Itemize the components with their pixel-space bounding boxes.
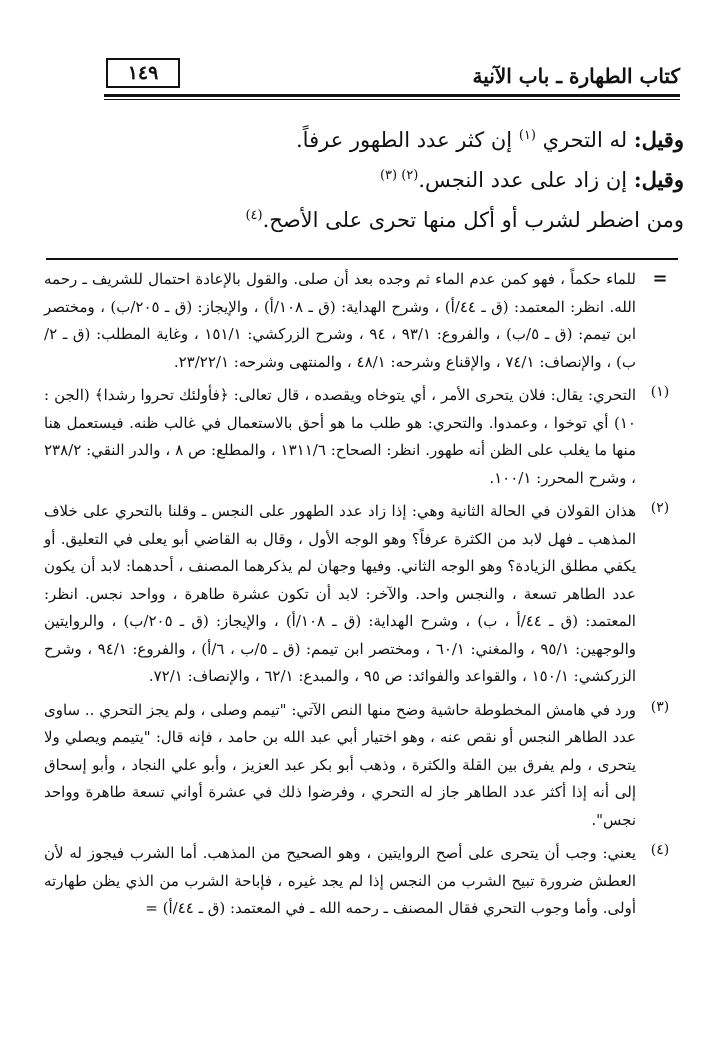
footnote-continuation [44, 266, 684, 376]
running-title: كتاب الطهارة ـ باب الآنية [472, 64, 680, 88]
footnote-text: يعني: وجب أن يتحرى على أصح الروايتين ، وهو الصحيح من المذهب. أما الشرب فيجوز له لأن العطش ضرورة تبيح الشرب من النجس إذا لم يجد غيره ، فإباحة الشرب من الذي يظن طهارته أولى. وأما وجوب التحري فقال المصنف ـ رحمه الله ـ في المعتمد: (ق ـ ٤٤/أ) = [44, 844, 636, 917]
footnotes [44, 266, 684, 929]
footnote-text: ورد في هامش المخطوطة حاشية وضح منها النص الآتي: "تيمم وصلى ، ولم يجز التحري .. ساوى عدد الطاهر النجس أو نقص عنه ، وهو اختيار أبي عبد الله بن حامد ، فإنه قال: "يتيمم ويصلي ولا يتحرى ، ولم يفرق بين القلة والكثرة ، وذهب أبو بكر عبد العزيز ، وأبو علي النجاد ، وأبو إسحاق إلى أنه إذا أكثر عدد الطاهر جاز له التحري ، وفرضوا ذلك في عشرة أواني تسعة طاهرة وواحد نجس". [44, 700, 636, 829]
main-line-1 [64, 116, 684, 156]
footnote-text: هذان القولان في الحالة الثانية وهي: إذا زاد عدد الطهور على النجس ـ وقلنا بالتحري على خلاف المذهب ـ فهل لابد من الكثرة عرفاً؟ وهو الوجه الأول ، وقال به القاضي أبو يعلى في التعليق. أو يكفي مطلق الزيادة؟ وهو الوجه الثاني. وفيها وجهان لم يذكرهما المصنف ، أحدهما: لابد أن يكون عدد الطاهر تسعة ، والنجس واحد. والآخر: لابد أن تكون عشرة طاهرة ، وواحد نجس. انظر: المعتمد: (ق ـ ٤٤/أ ، ب) ، وشرح الهداية: (ق ـ ١٠٨/أ) ، والإيجاز: (ق ـ ٢٠٥/ب) ، والروايتين والوجهين: ٩٥/١ ، والمغني: ٦٠/١ ، ومختصر ابن تيمم: (ق ـ ٥/ب ، ٦/أ) ، والفروع: ٩٤/١ ، وشرح الزركشي: ١٥٠/١ ، والقواعد والفوائد: ص ٩٥ ، والمبدع: ٦٢/١ ، والإنصاف: ٧٢/١. [44, 502, 636, 685]
header-rule-thin [104, 99, 680, 100]
footnote-ref[interactable]: (١) [518, 128, 536, 143]
footnote-1 [44, 382, 684, 492]
header-rule-thick [104, 94, 680, 97]
footnote-3 [44, 697, 684, 835]
footnote-ref[interactable]: (٤) [245, 208, 263, 223]
main-line-2 [64, 156, 684, 196]
footnote-4 [44, 840, 684, 923]
footnote-mark: (٤) [650, 842, 670, 858]
line-text: له التحري [535, 128, 634, 152]
line-text: ومن اضطر لشرب أو أكل منها تحرى على الأصح. [262, 208, 684, 232]
line-tail: إن كثر عدد الطهور عرفاً. [296, 128, 519, 152]
footnote-divider [46, 258, 678, 260]
footnote-text: للماء حكماً ، فهو كمن عدم الماء ثم وجده بعد أن صلى. والقول بالإعادة احتمال للشريف ـ رحمه الله. انظر: المعتمد: (ق ـ ٤٤/أ) ، وشرح الهداية: (ق ـ ١٠٨/أ) ، والإيجاز: (ق ـ ٢٠٥/ب) ، ومختصر ابن تيمم: (ق ـ ٥/ب) ، والفروع: ٩٣/١ ، ٩٤ ، وشرح الزركشي: ١٥١/١ ، وغاية المطلب: (ق ـ ٢/ب) ، والإنصاف: ٧٤/١ ، والإقناع وشرحه: ٤٨/١ ، والمنتهى وشرحه: ٢٣/٢٢/١. [44, 270, 636, 371]
page-number: ١٤٩ [106, 58, 180, 88]
footnote-text: التحري: يقال: فلان يتحرى الأمر ، أي يتوخاه ويقصده ، قال تعالى: ﴿فأولئك تحروا رشدا﴾ (الجن : ١٠) أي توخوا ، وعمدوا. والتحري: هو طلب ما هو أحق بالاستعمال في غالب ظنه. فيستعمل هنا منها ما يغلب على الظن أنه طهور. انظر: الصحاح: ١٣١١/٦ ، والمطلع: ص ٨ ، والدر النقي: ٢٣٨/٢ ، وشرح المحرر: ١٠٠/١. [44, 386, 637, 487]
footnote-2 [44, 498, 684, 691]
line-text: إن زاد على عدد النجس. [418, 168, 634, 192]
footnote-mark: (١) [650, 384, 670, 400]
footnote-ref[interactable]: (٢) (٣) [379, 168, 419, 183]
footnote-mark: = [652, 268, 668, 289]
main-text [64, 116, 684, 236]
line-lead: وقيل: [633, 127, 684, 152]
page-header [88, 52, 680, 100]
footnote-mark: (٢) [650, 500, 670, 516]
line-lead: وقيل: [633, 167, 684, 192]
footnote-mark: (٣) [650, 698, 670, 715]
main-line-3 [64, 196, 684, 236]
